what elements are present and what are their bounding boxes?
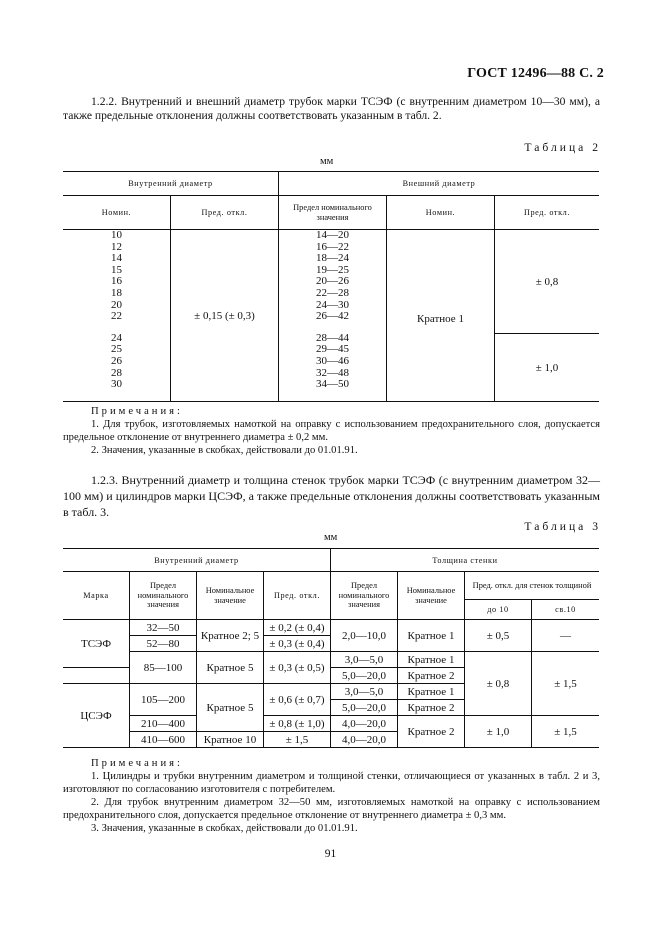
outer_limits-item: 19—25: [316, 263, 349, 276]
note-2: 2. Для трубок внутренним диаметром 32—50 мм, изготовляемых намоткой на оправку с использованием предохранительного слоя, допускается предельное отклонение от внутреннего диаметра ± 0,3 мм.: [63, 797, 600, 821]
t3-r3-dev: ± 0,3 (± 0,5): [264, 652, 331, 684]
t2-head-outer: Внешний диаметр: [402, 179, 476, 188]
outer_limits-item: 22—28: [316, 286, 349, 299]
inner_nom-item: 22: [111, 310, 122, 323]
t3-w5-limit: 5,0—20,0: [331, 700, 398, 716]
table2-notes: [63, 405, 600, 457]
table2-caption: Таблица 2: [524, 141, 601, 154]
t2-outer-limit-list: [279, 230, 387, 402]
inner_nom-item: 26: [111, 354, 122, 367]
notes-title: Примечания:: [91, 758, 183, 769]
t3-col-limit: Предел номинального значения: [130, 572, 197, 620]
table3-caption: Таблица 3: [524, 520, 601, 533]
t3-w1-sv10: —: [532, 620, 600, 652]
outer_limits-item: 14—20: [316, 229, 349, 241]
paragraph-text: 1.2.2. Внутренний и внешний диаметр трубок марки ТСЭФ (с внутренним диаметром 10—30 мм), а также предельные отклонения должны соответствовать указанным в табл. 2.: [63, 95, 600, 122]
outer_limits-item: 28—44: [316, 331, 349, 344]
t3-w-do10-b: ± 0,8: [465, 652, 532, 716]
t3-head-wall: Толщина стенки: [331, 549, 600, 572]
inner_nom-item: 18: [111, 286, 122, 299]
t3-r1-nom: Кратное 2; 5: [197, 620, 264, 652]
t2-col-pred: Пред. откл.: [171, 196, 279, 230]
note-2: 2. Значения, указанные в скобках, действовали до 01.01.91.: [91, 445, 358, 456]
t3-w1-limit: 2,0—10,0: [331, 620, 398, 652]
t3-w3-nom: Кратное 2: [398, 668, 465, 684]
paragraph-1-2-2: [63, 95, 600, 123]
inner_nom-item: 28: [111, 366, 122, 379]
t2-col-pred2: Пред. откл.: [523, 208, 571, 217]
inner_nom-item: 12: [111, 240, 122, 253]
inner_nom-item: 14: [111, 252, 122, 265]
t3-w2-limit: 3,0—5,0: [331, 652, 398, 668]
t3-r6-limit: 410—600: [130, 732, 197, 748]
t3-blank: [63, 668, 130, 684]
t2-inner-nom-list: [63, 230, 171, 402]
outer_limits-item: 24—30: [316, 298, 349, 311]
t2-outer-dev-1: ± 0,8: [495, 230, 600, 334]
inner_nom-item: 15: [111, 263, 122, 276]
t3-col-marka: Марка: [63, 572, 130, 620]
t3-w7-limit: 4,0—20,0: [331, 732, 398, 748]
t3-w2-nom: Кратное 1: [398, 652, 465, 668]
page-header: ГОСТ 12496—88 С. 2: [467, 66, 604, 81]
inner_nom-item: 16: [111, 275, 122, 288]
t3-r6-nom: Кратное 10: [197, 732, 264, 748]
t3-r3-limit: 85—100: [130, 652, 197, 684]
t3-w3-limit: 5,0—20,0: [331, 668, 398, 684]
t3-r4-limit: 105—200: [130, 684, 197, 716]
t3-w1-do10: ± 0,5: [465, 620, 532, 652]
t2-outer-limit-values: [279, 230, 386, 391]
t3-w-sv10-c: ± 1,5: [532, 716, 600, 748]
inner_nom-item: 10: [111, 229, 122, 241]
t3-marka-csef: ЦСЭФ: [63, 684, 130, 748]
t3-w6-limit: 4,0—20,0: [331, 716, 398, 732]
table3-unit: мм: [324, 532, 338, 543]
t3-head-inner: Внутренний диаметр: [63, 549, 331, 572]
t3-r2-dev: ± 0,3 (± 0,4): [264, 636, 331, 652]
t2-col-nomin: Номин.: [63, 196, 171, 230]
table-3: [63, 548, 599, 748]
notes-title: Примечания:: [91, 406, 183, 417]
outer_limits-item: 32—48: [316, 366, 349, 379]
t3-marka-tsef: ТСЭФ: [63, 620, 130, 668]
paragraph-text: 1.2.3. Внутренний диаметр и толщина стенок трубок марки ТСЭФ (с внутренним диаметром 32—100 мм) и цилиндров марки ЦСЭФ, а также предельные отклонения должны соответствовать указанным в табл. 3.: [63, 473, 600, 519]
t2-inner-nom-values: [63, 230, 170, 391]
note-3: 3. Значения, указанные в скобках, действовали до 01.01.91.: [91, 823, 358, 834]
table3-notes: [63, 757, 600, 835]
t3-r1-limit: 32—50: [130, 620, 197, 636]
t3-w6-nom: Кратное 2: [398, 716, 465, 748]
t3-col-wall-dev: Пред. откл. для стенок толщиной: [465, 572, 600, 600]
t2-head-inner: Внутренний диаметр: [63, 172, 279, 196]
t3-r4-nom: Кратное 5: [197, 684, 264, 732]
t2-inner-dev: ± 0,15 (± 0,3): [171, 230, 279, 402]
t3-w1-nom: Кратное 1: [398, 620, 465, 652]
t3-w-sv10-b: ± 1,5: [532, 652, 600, 716]
paragraph-1-2-3: [63, 472, 600, 520]
t2-outer-dev-2: ± 1,0: [535, 361, 559, 374]
inner_nom-item: 25: [111, 343, 122, 356]
t3-w5-nom: Кратное 2: [398, 700, 465, 716]
t3-col-do10: до 10: [465, 600, 532, 620]
outer_limits-item: 18—24: [316, 252, 349, 265]
t3-w4-nom: Кратное 1: [398, 684, 465, 700]
t3-r4-dev: ± 0,6 (± 0,7): [264, 684, 331, 716]
t3-r3-nom: Кратное 5: [197, 652, 264, 684]
t3-w4-limit: 3,0—5,0: [331, 684, 398, 700]
t3-col-nom: Номинальное значение: [197, 572, 264, 620]
page-number: 91: [324, 848, 337, 860]
note-1: 1. Цилиндры и трубки внутренним диаметром и толщиной стенки, отличающиеся от указанных в табл. 2 и 3, изготовляют по согласованию изготовителя с потребителем.: [63, 771, 600, 795]
note-1: 1. Для трубок, изготовляемых намоткой на оправку с использованием предохранительного слоя, допускается предельное отклонение от внутреннего диаметра ± 0,2 мм.: [63, 419, 600, 443]
t3-col-nom2: Номинальное значение: [398, 572, 465, 620]
outer_limits-item: 26—42: [316, 310, 349, 323]
t3-r6-dev: ± 1,5: [264, 732, 331, 748]
outer_limits-item: 20—26: [316, 275, 349, 288]
t2-col-nomin2: Номин.: [387, 196, 495, 230]
t3-r2-limit: 52—80: [130, 636, 197, 652]
inner_nom-item: 30: [111, 378, 122, 391]
outer_limits-item: 34—50: [316, 378, 349, 391]
outer_limits-item: 16—22: [316, 240, 349, 253]
table2-unit: мм: [320, 156, 334, 167]
t3-col-pred: Пред. откл.: [264, 572, 331, 620]
outer_limits-item: 30—46: [316, 354, 349, 367]
t3-r1-dev: ± 0,2 (± 0,4): [264, 620, 331, 636]
t2-col-limit: Предел номинального значения: [279, 196, 387, 230]
outer_limits-item: 29—45: [316, 343, 349, 356]
t2-outer-nom: Кратное 1: [387, 230, 495, 402]
inner_nom-item: 20: [111, 298, 122, 311]
t3-r5-dev: ± 0,8 (± 1,0): [264, 716, 331, 732]
table-2: [63, 171, 599, 402]
t3-r5-limit: 210—400: [130, 716, 197, 732]
t3-col-limit2: Предел номинального значения: [331, 572, 398, 620]
inner_nom-item: 24: [111, 331, 122, 344]
t3-col-sv10: св.10: [532, 600, 600, 620]
t3-w-do10-c: ± 1,0: [465, 716, 532, 748]
